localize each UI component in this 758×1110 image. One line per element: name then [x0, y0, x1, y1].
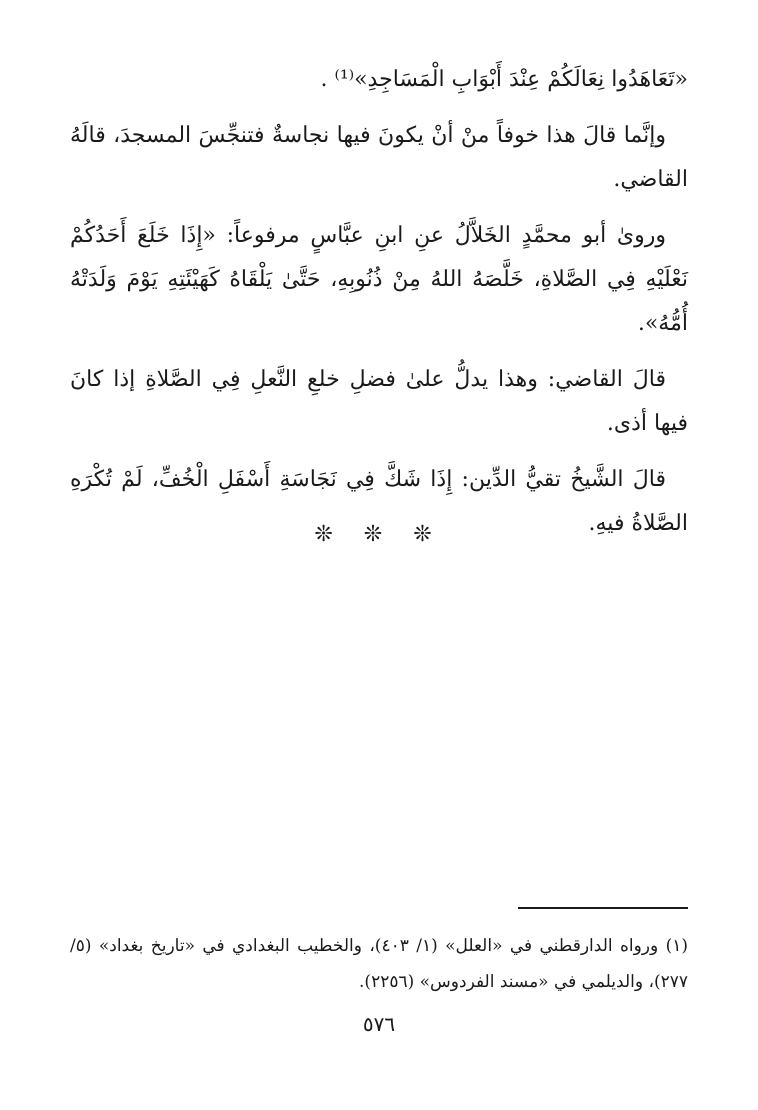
- page-number: ٥٧٦: [362, 1012, 396, 1036]
- paragraph-narration: وروىٰ أبو محمَّدٍ الخَلاَّلُ عنِ ابنِ عبَّاسٍ مرفوعاً: «إِذَا خَلَعَ أَحَدُكُمْ نَعْلَيْهِ فِي الصَّلاةِ، خَلَّصَهُ اللهُ مِنْ ذُنُوبِهِ، حَتَّىٰ يَلْقَاهُ كَهَيْئَتِهِ يَوْمَ وَلَدَتْهُ أُمُّهُ».: [70, 223, 688, 336]
- section-separator: ❊ ❊ ❊: [314, 522, 444, 547]
- paragraph-shaykh-comment: قالَ الشَّيخُ تقيُّ الدِّين: إِذَا شَكَّ فِي نَجَاسَةِ أَسْفَلِ الْخُفِّ، لَمْ تُكْرَهِ الصَّلاةُ فيهِ.: [70, 467, 688, 536]
- footnote-divider: [518, 907, 688, 909]
- main-text: [70, 58, 688, 558]
- paragraph-qadi-comment: قالَ القاضي: وهذا يدلُّ علىٰ فضلِ خلعِ النَّعلِ فِي الصَّلاةِ إذا كانَ فيها أذى.: [70, 367, 688, 436]
- paragraph-hadith-quote: «تَعَاهَدُوا نِعَالَكُمْ عِنْدَ أَبْوَابِ الْمَسَاجِدِ»⁽¹⁾ .: [320, 67, 688, 92]
- paragraph-explanation: وإنَّما قالَ هذا خوفاً منْ أنْ يكونَ فيها نجاسةٌ فتنجِّسَ المسجدَ، قالَهُ القاضي.: [70, 123, 688, 192]
- footnote: (١) ورواه الدارقطني في «العلل» (١/ ٤٠٣)، والخطيب البغدادي في «تاريخ بغداد» (٥/ ٢٧٧)، والديلمي في «مسند الفردوس» (٢٢٥٦).: [70, 936, 688, 992]
